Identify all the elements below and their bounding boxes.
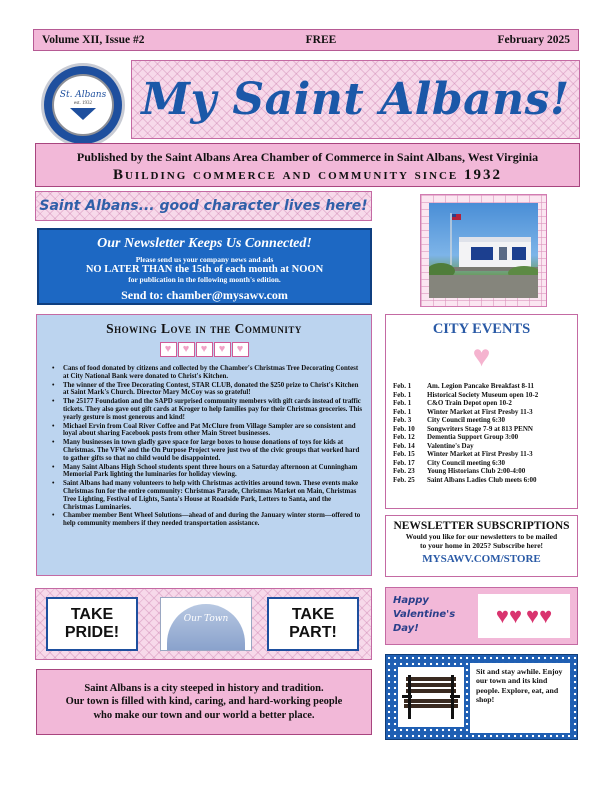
building-illustration	[429, 203, 538, 298]
event-date: Feb. 12	[393, 433, 415, 442]
date-label: February 2025	[497, 34, 570, 46]
city-seal-inner	[52, 74, 114, 136]
event-text: Winter Market at First Presby 11-3	[427, 407, 533, 416]
event-date: Feb. 10	[393, 424, 415, 433]
event-date: Feb. 15	[393, 450, 415, 459]
newsletter-box-title: Our Newsletter Keeps Us Connected!	[97, 236, 312, 251]
event-date: Feb. 1	[393, 399, 412, 408]
event-date: Feb. 25	[393, 475, 415, 484]
hearts-row	[45, 342, 363, 357]
newsletter-subscriptions	[385, 515, 578, 577]
publisher-line: Published by the Saint Albans Area Chamber of Commerce in Saint Albans, West Virginia	[76, 150, 539, 164]
slogan-text: Saint Albans... good character lives here!	[39, 198, 368, 214]
events-list	[393, 382, 570, 484]
subscriptions-line2: to your home in 2025? Subscribe here!	[419, 540, 544, 550]
event-row	[393, 467, 570, 476]
event-row	[393, 433, 570, 442]
list-item: • Michael Ervin from Coal River Coffee and Pat McClure from Village Sampler are so consistent and loyal about sharing Facebook posts from other Main Street businesses.	[49, 423, 363, 439]
pride-line2: Our town is filled with kind, caring, and hard-working people	[65, 696, 343, 708]
event-date: Feb. 23	[393, 467, 415, 476]
take-pride-banner	[35, 588, 372, 660]
issue-bar	[33, 29, 579, 51]
logo-city-name: St. Albans	[59, 90, 107, 100]
event-row	[393, 425, 570, 434]
event-row	[393, 442, 570, 451]
page-title: My Saint Albans!	[141, 74, 570, 125]
newsletter-submission-box	[37, 228, 372, 305]
event-text: C&O Train Depot open 10-2	[427, 399, 512, 408]
event-date: Feb. 3	[393, 416, 412, 425]
love-items-list	[45, 365, 363, 528]
publisher-banner	[35, 143, 580, 187]
event-text: Saint Albans Ladies Club meets 6:00	[427, 475, 537, 484]
city-events-section	[385, 314, 578, 509]
volume-label: Volume XII, Issue #2	[42, 34, 145, 46]
subscriptions-text	[386, 533, 577, 550]
heart-icon: ♥♥	[526, 603, 553, 628]
list-item: • Cans of food donated by citizens and collected by the Chamber's Christmas Tree Decorating Contest at City National Bank were donated to Christ's Kitchen.	[49, 365, 363, 381]
event-text: Valentine's Day	[427, 441, 474, 450]
event-row	[393, 416, 570, 425]
take-pride-graphic	[46, 597, 138, 651]
event-row	[393, 450, 570, 459]
event-date: Feb. 17	[393, 458, 415, 467]
pride-line3: who make our town and our world a better place.	[93, 709, 315, 721]
our-town-dome	[167, 604, 245, 650]
logo-year: est. 1932	[73, 101, 93, 106]
our-town-text: Our Town	[183, 614, 229, 624]
building-photo-frame	[420, 194, 547, 307]
event-text: Am. Legion Pancake Breakfast 8-11	[427, 382, 535, 390]
take-pride-line1: TAKE	[70, 606, 114, 624]
event-date: Feb. 14	[393, 441, 415, 450]
event-row	[393, 399, 570, 408]
bench-ad-box	[385, 654, 578, 740]
list-item: • Chamber member Bent Wheel Solutions—ahead of and during the January winter storm—offered to help community members if they needed transportation assistance.	[49, 512, 363, 528]
valentine-box	[385, 587, 578, 645]
pride-line1: Saint Albans is a city steeped in history and tradition.	[84, 682, 324, 694]
take-pride-line2: PRIDE!	[64, 624, 120, 641]
events-title: CITY EVENTS	[432, 321, 531, 337]
heart-icon: ♥	[178, 342, 195, 357]
event-text: City Council meeting 6:30	[427, 416, 505, 425]
subscriptions-line1: Would you like for our newsletters to be mailed	[405, 532, 558, 541]
event-text: Dementia Support Group 3:00	[427, 433, 519, 442]
event-text: City Council meeting 6:30	[427, 458, 505, 467]
bench-image	[398, 667, 464, 727]
list-item: • The 25177 Foundation and the SAPD surprised community members with gift cards instead of traffic tickets. They also gave out gift cards at Kroger to help families pay for their Christmas groceries. This yearly gesture is most generous and kind!	[49, 398, 363, 421]
event-row	[393, 459, 570, 468]
newsletter-box-deadline: NO LATER THAN the 15th of each month at NOON	[85, 264, 324, 275]
valentine-text: Happy Valentine's Day!	[393, 595, 456, 634]
subscribe-link[interactable]: MYSAWV.COM/STORE	[422, 553, 541, 566]
heart-icon: ♥	[214, 342, 231, 357]
tagline: Building commerce and community since 1932	[112, 167, 503, 183]
event-row	[393, 408, 570, 417]
event-text: Songwriters Stage 7-9 at 813 PENN	[427, 424, 533, 433]
heart-icon: ♥	[160, 342, 177, 357]
subscriptions-title: NEWSLETTER SUBSCRIPTIONS	[393, 520, 570, 532]
love-section-title: Showing Love in the Community	[106, 321, 302, 336]
list-item: • Saint Albans had many volunteers to help with Christmas activities around town. These events make Christmas fun for the entire community: Christmas Parade, Christmas Market on Main, Christmas Tree Lighting, Festival of Lights, Santa's House at Roadside Park, Letters to Santa, and the Christmas Luminaries.	[49, 480, 363, 511]
take-part-graphic	[267, 597, 359, 651]
slogan-banner	[35, 191, 372, 221]
building-photo	[429, 203, 538, 298]
masthead	[131, 60, 580, 139]
valentine-hearts	[478, 594, 570, 638]
list-item: • Many businesses in town gladly gave space for large boxes to house donations of toys for kids at Christmas. The VFW and the On Purpose Project were just two of the civic groups that worked hard to gather gifts so that no child would be disappointed.	[49, 439, 363, 462]
event-text: Winter Market at First Presby 11-3	[427, 450, 533, 459]
event-row	[393, 391, 570, 400]
event-row	[393, 476, 570, 485]
event-date: Feb. 1	[393, 390, 412, 399]
event-text: Young Historians Club 2:00-4:00	[427, 467, 526, 476]
our-town-logo	[160, 597, 252, 651]
newsletter-box-line3: for publication in the following month's edition.	[128, 275, 281, 284]
city-seal-logo	[41, 63, 125, 147]
heart-icon: ♥	[232, 342, 249, 357]
event-date: Feb. 1	[393, 407, 412, 416]
take-part-line2: PART!	[289, 624, 337, 641]
newsletter-box-line1: Please send us your company news and ads	[135, 255, 274, 264]
price-label: FREE	[305, 34, 337, 46]
bench-note: Sit and stay awhile. Enjoy our town and its kind people. Explore, eat, and shop!	[470, 663, 570, 733]
city-pride-box	[36, 669, 372, 735]
bench-icon	[398, 667, 464, 727]
list-item: • Many Saint Albans High School students spent three hours on a Saturday afternoon at Cunningham Memorial Park lighting the luminaries for holiday viewing.	[49, 464, 363, 480]
heart-icon: ♥♥	[495, 603, 522, 628]
community-love-section	[36, 314, 372, 576]
event-date: Feb. 1	[393, 382, 412, 390]
event-text: Historical Society Museum open 10-2	[427, 390, 539, 399]
list-item: • The winner of the Tree Decorating Contest, STAR CLUB, donated the $250 prize to Christ's Kitchen at Saint Mark's Church. Director Mary McCoy was so grateful!	[49, 382, 363, 398]
heart-icon: ♥	[196, 342, 213, 357]
heart-icon: ♥	[472, 340, 491, 373]
take-part-line1: TAKE	[291, 606, 335, 624]
event-row	[393, 382, 570, 391]
logo-shield-shape	[70, 108, 96, 120]
newsletter-submit-email[interactable]: Send to: chamber@mysawv.com	[121, 288, 288, 302]
